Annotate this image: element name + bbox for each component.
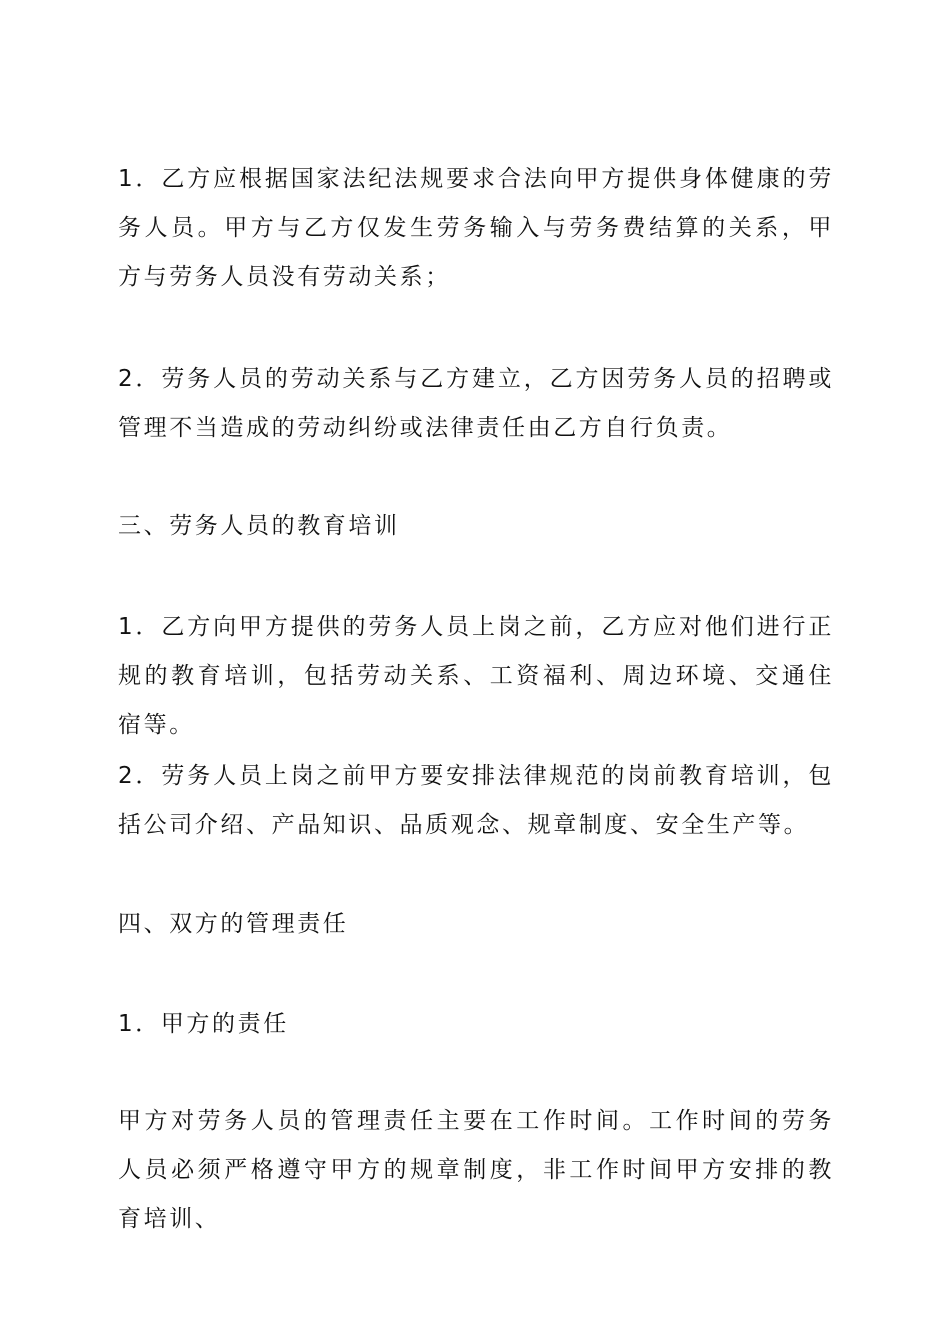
subheading-party-a-responsibility: 1．甲方的责任: [118, 1011, 289, 1037]
paragraph-labor-relations: 2．劳务人员的劳动关系与乙方建立，乙方因劳务人员的招聘或管理不当造成的劳动纠纷或法律责任由乙方自行负责。: [118, 366, 834, 441]
paragraph-labor-supply: 1．乙方应根据国家法纪法规要求合法向甲方提供身体健康的劳务人员。甲方与乙方仅发生劳务输入与劳务费结算的关系，甲方与劳务人员没有劳动关系；: [118, 166, 834, 290]
section-heading-management-responsibility: 四、双方的管理责任: [118, 911, 349, 937]
section-heading-education-training: 三、劳务人员的教育培训: [118, 513, 400, 539]
paragraph-party-a-management: 甲方对劳务人员的管理责任主要在工作时间。工作时间的劳务人员必须严格遵守甲方的规章制度，非工作时间甲方安排的教育培训、: [118, 1108, 834, 1232]
paragraph-party-b-training: 1．乙方向甲方提供的劳务人员上岗之前，乙方应对他们进行正规的教育培训，包括劳动关系、工资福利、周边环境、交通住宿等。: [118, 614, 834, 738]
paragraph-party-a-training: 2．劳务人员上岗之前甲方要安排法律规范的岗前教育培训，包括公司介绍、产品知识、品质观念、规章制度、安全生产等。: [118, 763, 834, 838]
